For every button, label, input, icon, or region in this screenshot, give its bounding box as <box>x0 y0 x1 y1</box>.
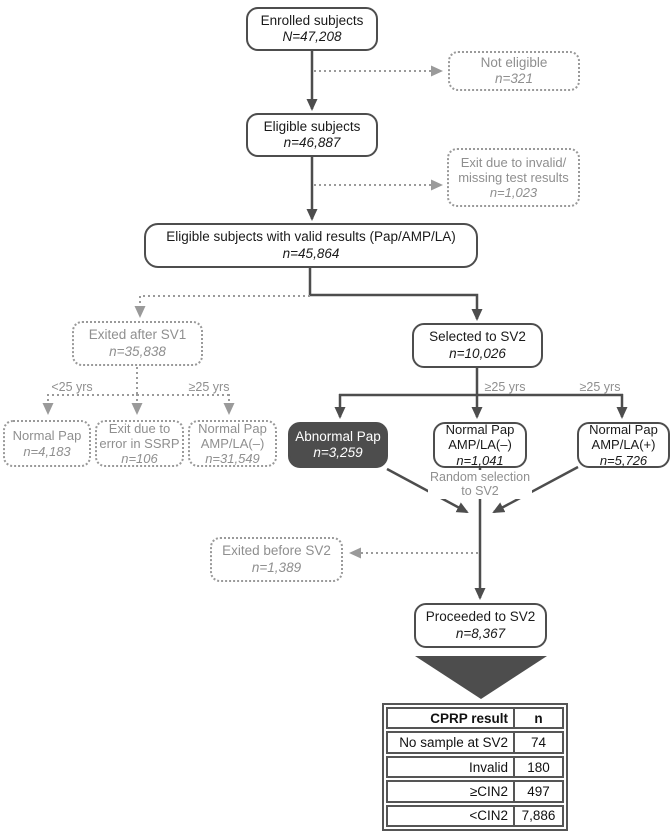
table-cell-n: 74 <box>530 735 547 751</box>
table-cell-n: 497 <box>527 783 550 799</box>
node-normal-pap-pos <box>577 422 670 468</box>
node-proceeded-sv2 <box>414 603 547 648</box>
node-count: n=4,183 <box>23 443 71 459</box>
node-count: n=106 <box>121 451 158 467</box>
edge-label-ge25-exit: ≥25 yrs <box>188 380 230 394</box>
table-row <box>386 805 564 827</box>
node-label: Enrolled subjects <box>260 12 364 28</box>
node-exit-invalid <box>447 148 580 207</box>
node-count: n=321 <box>495 71 533 86</box>
edge-label-random-selection <box>428 470 532 499</box>
node-not-eligible <box>448 51 580 91</box>
node-exited-before-sv2 <box>210 537 343 582</box>
node-normal-pap-neg <box>433 422 527 468</box>
node-label: Selected to SV2 <box>429 329 526 345</box>
cprp-result-table <box>382 703 568 831</box>
table-header-n: n <box>534 710 543 726</box>
node-label: Proceeded to SV2 <box>425 609 536 625</box>
table-cell-result: <CIN2 <box>388 807 515 825</box>
funnel-arrow <box>415 656 547 699</box>
edge-label-line: to SV2 <box>461 484 499 499</box>
node-label: error in SSRP <box>99 435 180 451</box>
node-count: n=8,367 <box>455 625 506 641</box>
table-cell-result: No sample at SV2 <box>388 733 515 751</box>
node-count: n=10,026 <box>449 345 506 361</box>
node-label: Exit due to invalid/ <box>460 154 567 170</box>
node-label: Exit due to <box>108 420 171 436</box>
node-label: missing test results <box>458 169 569 185</box>
table-cell-result: ≥CIN2 <box>388 782 515 800</box>
table-cell-n: 7,886 <box>521 808 556 824</box>
node-normal-pap-lt25 <box>3 420 91 467</box>
node-exited-after-sv1 <box>72 321 203 366</box>
node-count: n=1,023 <box>489 185 538 201</box>
node-label: Eligible subjects <box>263 118 361 134</box>
node-count: n=1,041 <box>456 452 504 468</box>
node-label: Normal Pap <box>589 422 658 438</box>
node-label: Normal Pap <box>12 428 82 444</box>
table-header-cprp-result: CPRP result <box>388 709 515 727</box>
node-count: N=47,208 <box>282 29 342 44</box>
table-cell-result: Invalid <box>388 758 515 776</box>
node-enrolled <box>246 7 378 51</box>
node-label: AMP/LA(–) <box>448 437 512 453</box>
node-count: n=1,389 <box>251 559 302 575</box>
node-label: Exited before SV2 <box>222 543 331 559</box>
node-count: n=46,887 <box>283 135 341 150</box>
edge-label-lt25: <25 yrs <box>51 380 93 394</box>
table-row <box>386 731 564 753</box>
edge-label-ge25-right: ≥25 yrs <box>579 380 621 394</box>
node-label: Normal Pap <box>445 422 515 438</box>
node-label: AMP/LA(+) <box>591 437 656 453</box>
node-count: n=45,864 <box>282 245 340 261</box>
node-label: AMP/LA(–) <box>200 435 265 451</box>
node-label: Not eligible <box>480 54 548 70</box>
node-label: Normal Pap <box>198 420 267 436</box>
node-count: n=35,838 <box>109 343 166 359</box>
node-exit-ssrp <box>95 420 184 467</box>
table-row <box>386 756 564 778</box>
node-abnormal-pap <box>288 422 388 468</box>
edge-label-line: Random selection <box>429 470 531 484</box>
node-selected-sv2 <box>412 323 543 368</box>
node-eligible-valid <box>144 223 478 268</box>
node-label: Exited after SV1 <box>88 327 187 343</box>
node-count: n=3,259 <box>313 445 363 460</box>
table-cell-n: 180 <box>527 759 550 775</box>
table-header-row <box>386 707 564 729</box>
node-normal-pap-neg-exit <box>188 420 277 467</box>
node-label: Eligible subjects with valid results (Pap/AMP/LA) <box>166 229 456 245</box>
node-eligible <box>246 113 378 157</box>
node-label: Abnormal Pap <box>295 428 381 444</box>
table-row <box>386 780 564 802</box>
node-count: n=31,549 <box>205 451 260 467</box>
node-count: n=5,726 <box>599 452 648 468</box>
edge-label-ge25-mid: ≥25 yrs <box>484 380 526 394</box>
